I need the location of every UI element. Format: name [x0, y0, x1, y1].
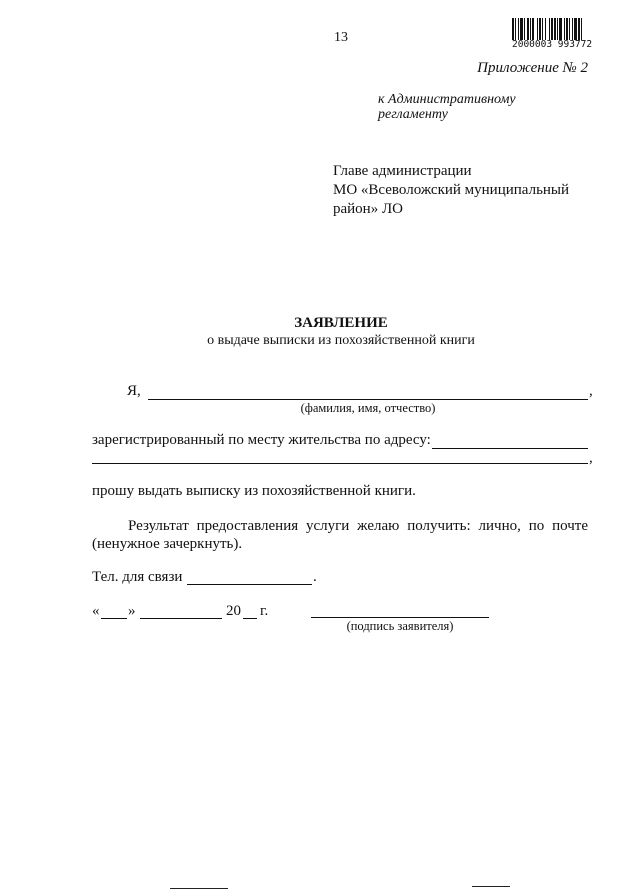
address-label: зарегистрированный по месту жительства по адресу:	[92, 432, 431, 448]
barcode-bars	[512, 18, 592, 40]
appendix-label: Приложение № 2	[477, 60, 588, 76]
phone-period: .	[313, 569, 317, 585]
appendix-reference	[378, 92, 516, 122]
barcode-bar	[566, 18, 568, 40]
scan-mark	[170, 888, 228, 889]
barcode-bar	[564, 18, 565, 40]
barcode-number: 2000003 993772	[512, 39, 593, 50]
barcode-bar	[549, 18, 550, 40]
barcode-bar	[520, 18, 523, 40]
barcode	[512, 18, 592, 50]
addressee-line: МО «Всеволожский муниципальный	[333, 182, 570, 198]
address-field-line-2[interactable]	[92, 463, 588, 464]
address-comma: ,	[589, 450, 593, 466]
document-subtitle: о выдаче выписки из похозяйственной книги	[207, 333, 475, 348]
name-comma: ,	[589, 383, 593, 399]
page-number: 13	[334, 30, 348, 45]
barcode-bar	[524, 18, 525, 40]
document-title: ЗАЯВЛЕНИЕ	[294, 315, 388, 331]
barcode-bar	[551, 18, 553, 40]
barcode-bar	[518, 18, 519, 40]
barcode-bar	[578, 18, 580, 40]
phone-label: Тел. для связи	[92, 569, 183, 585]
name-field[interactable]	[148, 399, 588, 400]
barcode-bar	[530, 18, 531, 40]
result-text: Результат предоставления услуги желаю получить: лично, по почте (ненужное зачеркнуть).	[92, 518, 588, 552]
date-day-field[interactable]	[101, 618, 127, 619]
barcode-bar	[557, 18, 558, 40]
barcode-bar	[527, 18, 529, 40]
phone-field[interactable]	[187, 584, 312, 585]
date-close-quote: »	[128, 603, 136, 619]
barcode-bar	[515, 18, 516, 40]
addressee-line: район» ЛО	[333, 201, 403, 217]
barcode-bar	[581, 18, 582, 40]
scan-mark	[472, 886, 510, 887]
barcode-bar	[572, 18, 573, 40]
barcode-bar	[574, 18, 577, 40]
name-caption: (фамилия, имя, отчество)	[300, 401, 436, 415]
date-open-quote: «	[92, 603, 100, 619]
date-month-field[interactable]	[140, 618, 222, 619]
appendix-reference-line: к Административному	[378, 92, 516, 107]
date-year-suffix: г.	[260, 603, 269, 619]
barcode-bar	[545, 18, 546, 40]
barcode-bar	[554, 18, 556, 40]
barcode-bar	[559, 18, 562, 40]
appendix-reference-line: регламенту	[378, 107, 448, 122]
name-prefix: Я,	[127, 383, 141, 399]
barcode-bar	[512, 18, 514, 40]
addressee-line: Главе администрации	[333, 163, 472, 179]
barcode-bar	[569, 18, 570, 40]
barcode-bar	[542, 18, 543, 40]
addressee-block	[333, 162, 569, 219]
date-year-prefix: 20	[226, 603, 241, 619]
signature-caption: (подпись заявителя)	[346, 619, 454, 633]
barcode-bar	[537, 18, 538, 40]
barcode-bar	[532, 18, 534, 40]
address-field[interactable]	[432, 448, 588, 449]
date-year-field[interactable]	[243, 618, 257, 619]
signature-field[interactable]	[311, 617, 489, 618]
request-text: прошу выдать выписку из похозяйственной книги.	[92, 483, 416, 499]
barcode-bar	[539, 18, 541, 40]
